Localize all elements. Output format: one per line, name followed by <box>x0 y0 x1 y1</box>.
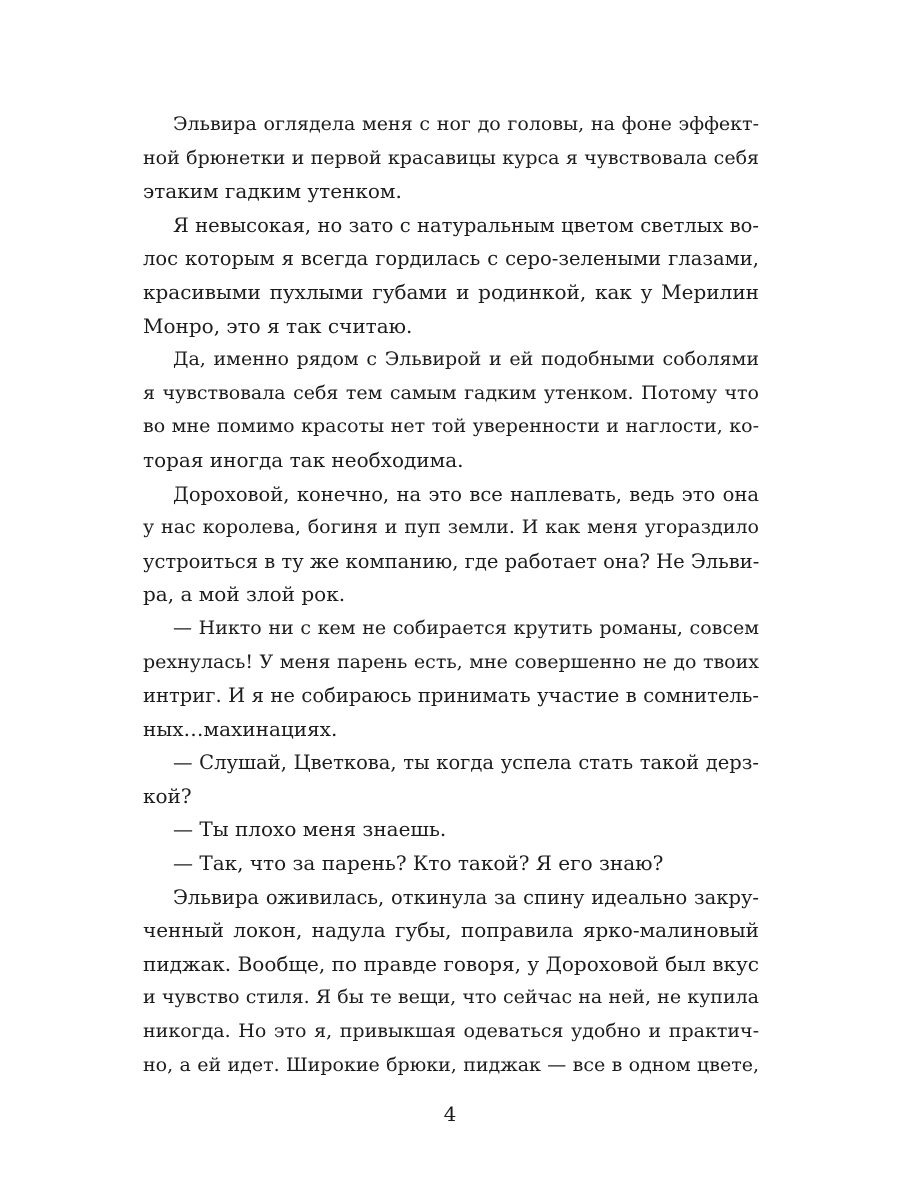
text-line: — Слушай, Цветкова, ты когда успела стать такой дерз- <box>173 751 759 775</box>
text-line: этаким гадким утенком. <box>143 179 402 204</box>
text-line: Дороховой, конечно, на это все наплевать, ведь это она <box>173 482 759 506</box>
text-line: у нас королева, богиня и пуп земли. И как меня угораздило <box>143 516 759 539</box>
text-line: торая иногда так необходима. <box>143 447 464 472</box>
text-line: ра, а мой злой рок. <box>143 582 346 607</box>
text-line: во мне помимо красоты нет той уверенности и наглости, ко- <box>143 415 759 438</box>
text-line: — Никто ни с кем не собирается крутить романы, совсем <box>173 616 759 639</box>
text-line: ной брюнетки и первой красавицы курса я чувствовала себя <box>143 146 759 169</box>
text-line: Монро, это я так считаю. <box>143 313 413 338</box>
page-number: 4 <box>443 1102 457 1126</box>
text-line: Да, именно рядом с Эльвирой и ей подобными соболями <box>173 348 759 371</box>
body-text <box>143 108 759 1082</box>
text-line: Эльвира оглядела меня с ног до головы, на фоне эффект- <box>173 113 759 135</box>
text-line: ных…махинациях. <box>143 716 338 741</box>
text-line: кой? <box>143 783 192 808</box>
text-line: я чувствовала себя тем самым гадким утенком. Потому что <box>143 381 759 404</box>
text-line: — Так, что за парень? Кто такой? Я его знаю? <box>173 851 664 876</box>
text-line: — Ты плохо меня знаешь. <box>173 817 447 842</box>
text-line: лос которым я всегда гордилась с серо-зелеными глазами, <box>143 247 759 271</box>
text-line: никогда. Но это я, привыкшая одеваться удобно и практич- <box>143 1020 759 1043</box>
text-line: и чувство стиля. Я бы те вещи, что сейчас на ней, не купила <box>143 986 759 1009</box>
text-line: красивыми пухлыми губами и родинкой, как у Мерилин <box>143 279 759 304</box>
text-line: пиджак. Вообще, по правде говоря, у Дороховой был вкус <box>143 951 759 976</box>
text-line: Я невысокая, но зато с натуральным цветом светлых во- <box>173 213 759 237</box>
text-line: интриг. И я не собираюсь принимать участие в сомнитель- <box>143 684 759 708</box>
text-line: но, а ей идет. Широкие брюки, пиджак — все в одном цвете, <box>143 1053 759 1076</box>
text-line: ченный локон, надула губы, поправила ярко-малиновый <box>143 918 759 943</box>
text-line: Эльвира оживилась, откинула за спину идеально закру- <box>173 885 759 909</box>
text-line: рехнулась! У меня парень есть, мне совершенно не до твоих <box>143 650 759 673</box>
text-line: устроиться в ту же компанию, где работает она? Не Эльви- <box>143 549 760 573</box>
